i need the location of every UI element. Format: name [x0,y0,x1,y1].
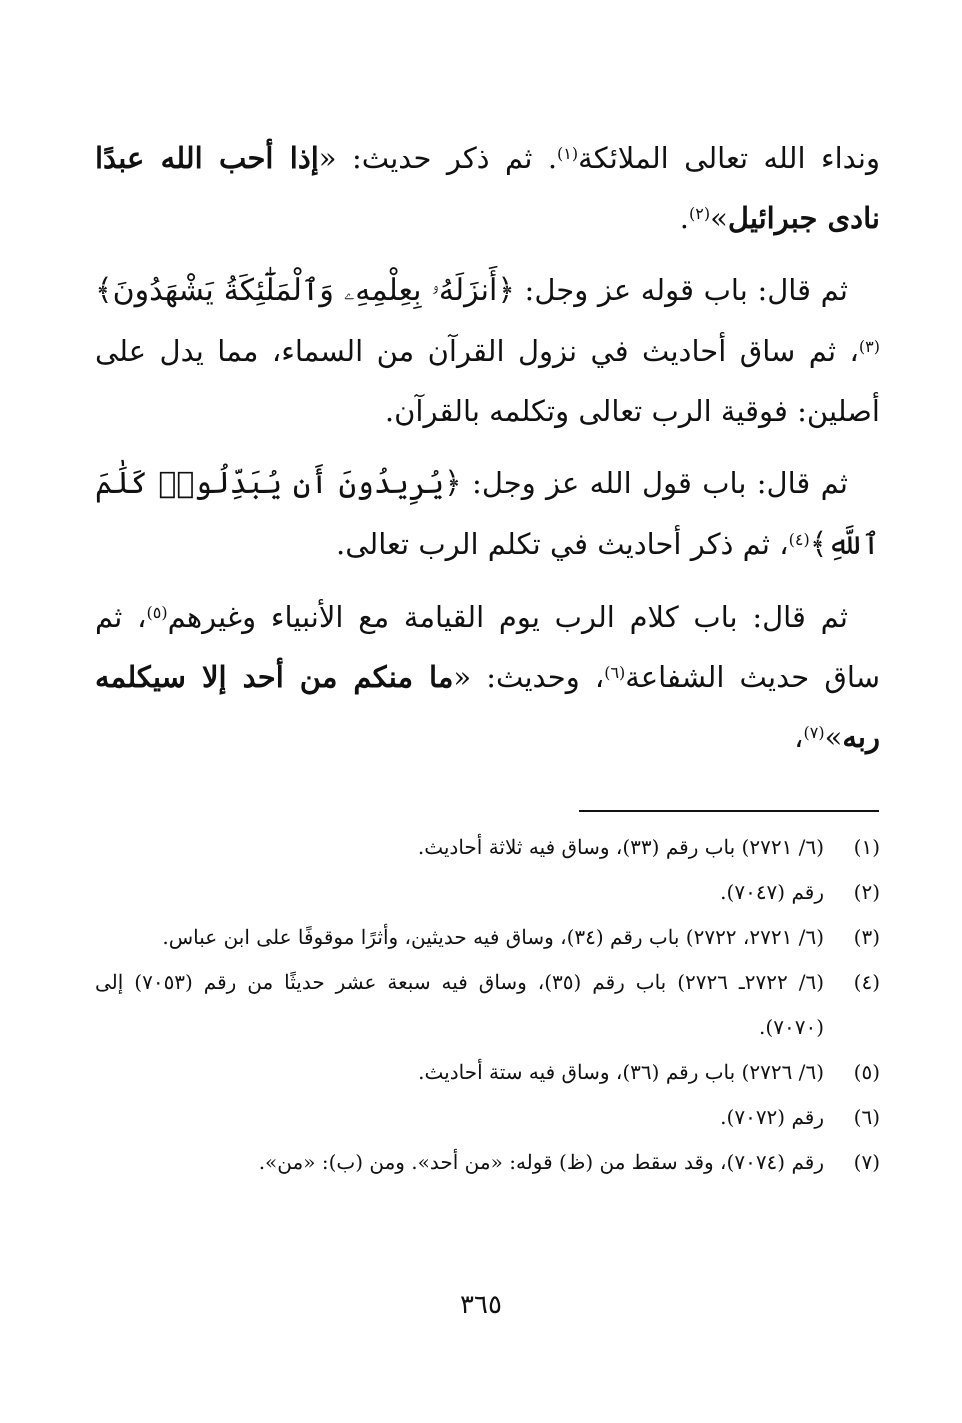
footnote-separator [579,810,879,812]
footnote-text: رقم (٧٠٧٤)، وقد سقط من (ظ) قوله: «من أحد». ومن (ب): «من». [258,1150,824,1174]
footnote-text: رقم (٧٠٧٢). [720,1105,824,1129]
text: . ثم ذكر حديث: « [318,141,558,175]
footnote-number: (١) [853,835,880,859]
footnote-number: (٥) [853,1060,880,1084]
footnote [95,825,880,870]
text: ، ثم ذكر أحاديث في تكلم الرب تعالى. [335,527,789,561]
footnotes [95,825,880,1185]
text: ، [794,720,804,754]
text: ، ثم ساق أحاديث في نزول القرآن من السماء، مما يدل على أصلين: فوقية الرب تعالى وتكلمه بالقرآن. [95,334,880,428]
text: ثم قال: باب قول الله عز وجل: [461,466,848,500]
footnote-ref: (٢) [689,204,711,223]
footnote-text: (٦/ ٢٧٢١) باب رقم (٣٣)، وساق فيه ثلاثة أحاديث. [417,835,824,859]
footnote-number: (٧) [853,1150,880,1174]
footnote-ref: (٥) [146,603,168,622]
text: ونداء الله تعالى الملائكة [578,141,880,175]
footnote-number: (٢) [853,880,880,904]
footnote-number: (٦) [853,1105,880,1129]
footnote [95,915,880,960]
footnote-text: رقم (٧٠٤٧). [720,880,824,904]
footnote-ref: (١) [557,144,579,163]
text: ثم قال: باب قوله عز وجل: [514,273,848,307]
text: . [679,201,690,235]
footnote-ref: (٣) [858,337,880,356]
quran-verse: ﴿يُرِيدُونَ أَن يُبَدِّلُوا۟ كَلَٰمَ ٱللَّهِ﴾ [95,466,880,562]
hadith-quote: إذا أحب الله عبدًا نادى جبرائيل [95,141,880,235]
paragraph-2 [95,260,880,441]
footnote [95,1050,880,1095]
footnote [95,960,880,1050]
footnote-text: (٦/ ٢٧٢٢ـ ٢٧٢٦) باب رقم (٣٥)، وساق فيه سبعة عشر حديثًا من رقم (٧٠٥٣) إلى (٧٠٧٠). [95,970,824,1039]
footnote [95,870,880,915]
text: ، وحديث: « [453,660,605,694]
paragraph-3 [95,453,880,575]
paragraph-1 [95,128,880,248]
text: » [710,201,728,235]
footnote-number: (٤) [853,970,880,994]
footnote [95,1095,880,1140]
text: » [824,720,843,754]
hadith-quote: ما منكم من أحد إلا سيكلمه ربه [95,660,880,754]
page-number: ٣٦٥ [460,1290,502,1320]
text: ثم قال: باب كلام الرب يوم القيامة مع الأنبياء وغيرهم [167,600,848,634]
footnote-ref: (٤) [788,530,810,549]
paragraph-4 [95,587,880,767]
footnote [95,1140,880,1185]
quran-verse: ﴿أَنزَلَهُۥ بِعِلْمِهِۦ وَٱلْمَلَٰٓئِكَةُ يَشْهَدُونَ﴾ [95,273,515,308]
footnote-text: (٦/ ٢٧٢١، ٢٧٢٢) باب رقم (٣٤)، وساق فيه حديثين، وأثرًا موقوفًا على ابن عباس. [162,925,824,949]
text: ، ثم ساق حديث الشفاعة [95,600,880,694]
footnote-ref: (٦) [604,663,626,682]
footnote-number: (٣) [853,925,880,949]
footnote-text: (٦/ ٢٧٢٦) باب رقم (٣٦)، وساق فيه ستة أحاديث. [418,1060,824,1084]
footnote-ref: (٧) [803,723,825,742]
main-text [95,128,880,779]
